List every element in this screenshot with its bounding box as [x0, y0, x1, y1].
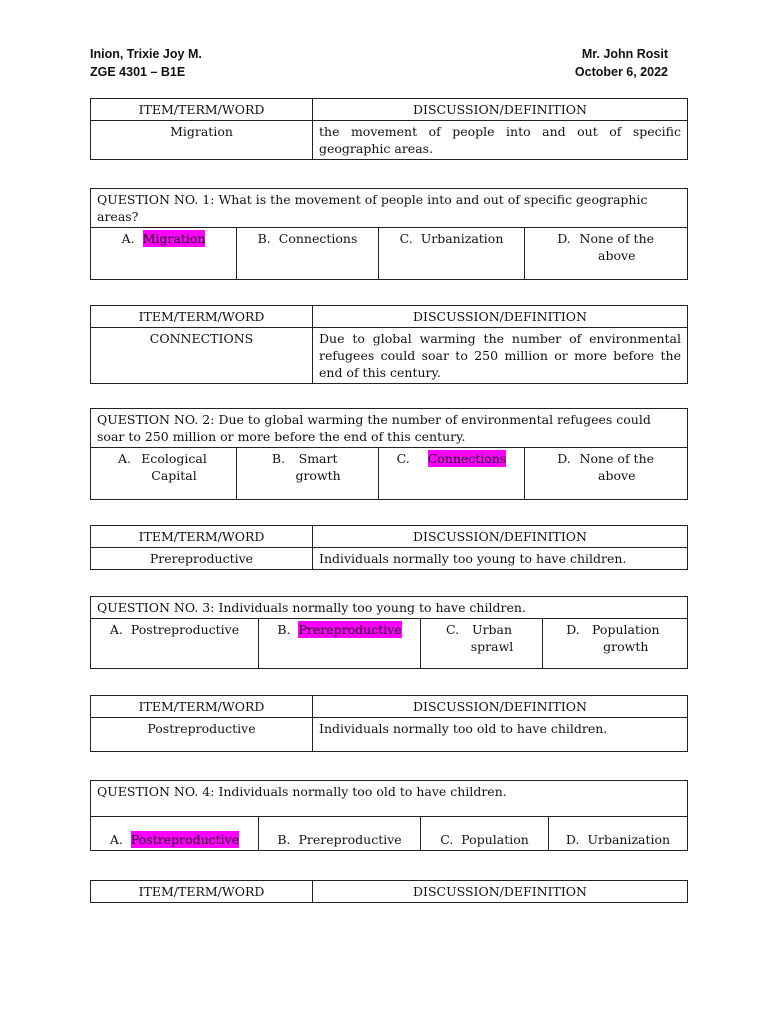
option-label: Urbanization	[420, 231, 504, 246]
question-text: QUESTION NO. 2: Due to global warming the number of environmental refugees could soar to 250 million or more before the end of this century.	[91, 409, 688, 448]
column-header-item: ITEM/TERM/WORD	[91, 881, 313, 903]
term-cell: CONNECTIONS	[91, 328, 313, 384]
column-header-item: ITEM/TERM/WORD	[91, 526, 313, 548]
option-label: Prereproductive	[298, 832, 402, 847]
course-code: ZGE 4301 – B1E	[90, 65, 186, 79]
option-label: Ecological Capital	[141, 451, 207, 483]
term-cell: Migration	[91, 121, 313, 160]
question-table-3	[90, 596, 688, 669]
column-header-item: ITEM/TERM/WORD	[91, 306, 313, 328]
definition-cell: Due to global warming the number of environmental refugees could soar to 250 million or more before the end of this century.	[313, 328, 688, 384]
option-c[interactable]: C. Urban sprawl	[421, 619, 543, 669]
option-label-selected: Connections	[427, 451, 507, 466]
option-d[interactable]: D. None of the above	[525, 228, 688, 280]
term-cell: Prereproductive	[91, 548, 313, 570]
instructor-name: Mr. John Rosit	[581, 47, 668, 61]
option-label-selected: Migration	[142, 231, 206, 246]
option-label-selected: Prereproductive	[298, 622, 402, 637]
term-table-3	[90, 525, 688, 570]
term-table-4	[90, 695, 688, 752]
definition-cell: the movement of people into and out of specific geographic areas.	[313, 121, 688, 160]
definition-cell: Individuals normally too old to have children.	[313, 718, 688, 752]
question-text: QUESTION NO. 4: Individuals normally too old to have children.	[91, 781, 688, 817]
option-label: Connections	[278, 231, 358, 246]
option-label: Urban sprawl	[470, 622, 514, 654]
option-c[interactable]: C. Connections	[379, 448, 525, 500]
document-date: October 6, 2022	[574, 65, 668, 79]
question-table-1	[90, 188, 688, 280]
option-d[interactable]: D. Urbanization	[549, 817, 688, 851]
column-header-definition: DISCUSSION/DEFINITION	[313, 306, 688, 328]
option-label: None of the above	[579, 451, 655, 483]
option-b[interactable]: B. Prereproductive	[259, 817, 421, 851]
term-table-2	[90, 305, 688, 384]
instructor-info	[575, 45, 668, 81]
option-a[interactable]: A. Migration	[91, 228, 237, 280]
column-header-item: ITEM/TERM/WORD	[91, 696, 313, 718]
column-header-definition: DISCUSSION/DEFINITION	[313, 526, 688, 548]
option-label: None of the above	[579, 231, 655, 263]
option-label: Population	[461, 832, 529, 847]
option-a[interactable]: A. Postreproductive	[91, 817, 259, 851]
definition-cell: Individuals normally too young to have children.	[313, 548, 688, 570]
option-d[interactable]: D. Population growth	[543, 619, 688, 669]
student-name: Inion, Trixie Joy M.	[90, 47, 202, 61]
option-c[interactable]: C. Population	[421, 817, 549, 851]
column-header-definition: DISCUSSION/DEFINITION	[313, 881, 688, 903]
column-header-definition: DISCUSSION/DEFINITION	[313, 696, 688, 718]
column-header-item: ITEM/TERM/WORD	[91, 99, 313, 121]
term-table-5	[90, 880, 688, 903]
option-b[interactable]: B. Connections	[237, 228, 379, 280]
student-info	[90, 45, 202, 81]
option-label: Urbanization	[587, 832, 671, 847]
question-table-2	[90, 408, 688, 500]
option-b[interactable]: B. Prereproductive	[259, 619, 421, 669]
option-b[interactable]: B. Smart growth	[237, 448, 379, 500]
option-label-selected: Postreproductive	[130, 832, 240, 847]
option-a[interactable]: A. Postreproductive	[91, 619, 259, 669]
term-cell: Postreproductive	[91, 718, 313, 752]
option-d[interactable]: D. None of the above	[525, 448, 688, 500]
option-c[interactable]: C. Urbanization	[379, 228, 525, 280]
question-text: QUESTION NO. 3: Individuals normally too young to have children.	[91, 597, 688, 619]
question-table-4	[90, 780, 688, 851]
column-header-definition: DISCUSSION/DEFINITION	[313, 99, 688, 121]
option-a[interactable]: A. Ecological Capital	[91, 448, 237, 500]
term-table-1	[90, 98, 688, 160]
option-label: Population growth	[592, 622, 660, 654]
option-label: Smart growth	[295, 451, 341, 483]
option-label: Postreproductive	[130, 622, 240, 637]
question-text: QUESTION NO. 1: What is the movement of people into and out of specific geographic areas?	[91, 189, 688, 228]
